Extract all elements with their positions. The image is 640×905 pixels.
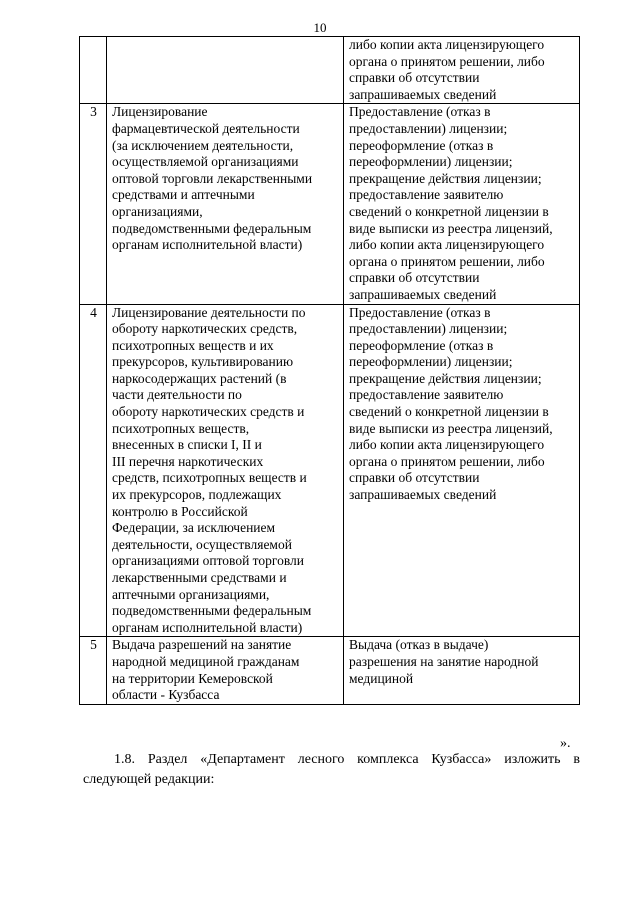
activity-name-line: организациями оптовой торговли [112,553,305,569]
table-row [80,637,580,704]
paragraph-1-8 [83,750,580,790]
service-action-line: переоформлении) лицензии; [349,154,513,170]
row-number: 4 [80,304,107,637]
service-action-line: органа о принятом решении, либо [349,453,545,469]
service-action-line: сведений о конкретной лицензии в [349,404,549,420]
activity-name-cell [107,104,344,304]
activity-name-line: прекурсоров, культивированию [112,354,294,370]
paragraph-word: в [573,752,580,767]
table-row [80,104,580,304]
activity-name-line: психотропных веществ и их [112,337,274,353]
activity-name-line: подведомственными федеральным [112,603,312,619]
activity-name-line: оптовой торговли лекарственными [112,170,313,186]
activity-name-line: аптечными организациями, [112,586,270,602]
service-action-line: виде выписки из реестра лицензий, [349,420,553,436]
service-action-line: справки об отсутствии [349,70,480,86]
service-action-line: справки об отсутствии [349,270,480,286]
activity-name-line: контролю в Российской [112,503,248,519]
service-action-line: Предоставление (отказ в [349,304,491,320]
licensing-table [79,36,580,705]
activity-name-line: организациями, [112,203,203,219]
service-action-line: Предоставление (отказ в [349,104,491,120]
service-action-line: запрашиваемых сведений [349,86,497,102]
activity-name-line: деятельности, осуществляемой [112,536,292,552]
service-action-line: прекращение действия лицензии; [349,370,542,386]
service-action-line: сведений о конкретной лицензии в [349,203,549,219]
activity-name-line: (за исключением деятельности, [112,137,294,153]
activity-name-line: обороту наркотических средств, [112,321,298,337]
service-action-line: предоставлении) лицензии; [349,321,508,337]
service-action-line: предоставление заявителю [349,387,504,403]
service-action-line: либо копии акта лицензирующего [349,237,545,253]
page-number: 10 [313,20,327,35]
service-action-line: переоформление (отказ в [349,337,494,353]
activity-name-line: области - Кузбасса [112,687,220,703]
service-action-line: разрешения на занятие народной [349,653,539,669]
activity-name-cell [107,304,344,637]
activity-name-line: лекарственными средствами и [112,570,287,585]
service-action-line: либо копии акта лицензирующего [349,37,545,52]
activity-name-line: органам исполнительной власти) [112,619,303,635]
paragraph-continuation: следующей редакции: [83,772,215,787]
activity-name-line: части деятельности по [112,387,242,403]
service-action-cell [344,304,580,637]
activity-name-line: внесенных в списки I, II и [112,437,262,453]
row-number: 3 [80,104,107,304]
activity-name-line: подведомственными федеральным [112,220,312,236]
service-action-line: предоставление заявителю [349,187,504,203]
row-number: 5 [80,637,107,704]
service-action-line: медициной [349,670,414,686]
paragraph-word: комплекса [357,752,419,767]
paragraph-word: изложить [504,752,561,767]
service-action-line: переоформлении) лицензии; [349,354,513,370]
paragraph-first-line [83,750,580,770]
service-action-line: прекращение действия лицензии; [349,170,542,186]
service-action-line: Выдача (отказ в выдаче) [349,637,489,653]
activity-name-line: психотропных веществ, [112,420,250,436]
closing-quote: ». [560,736,571,751]
service-action-line: предоставлении) лицензии; [349,120,508,136]
activity-name-line: III перечня наркотических [112,453,264,469]
activity-name-line: Лицензирование деятельности по [112,304,306,320]
activity-name-line: органам исполнительной власти) [112,237,303,253]
activity-name-line: средствами и аптечными [112,187,255,203]
service-action-line: запрашиваемых сведений [349,487,497,503]
activity-name-line: Федерации, за исключением [112,520,276,536]
activity-name-line: фармацевтической деятельности [112,120,300,136]
paragraph-word: Кузбасса» [431,752,492,767]
service-action-line: органа о принятом решении, либо [349,53,545,69]
service-action-line: справки об отсутствии [349,470,480,486]
activity-name-line: осуществляемой организациями [112,154,299,170]
activity-name-line: народной медициной гражданам [112,653,300,669]
service-action-line: переоформление (отказ в [349,137,494,153]
service-action-line: органа о принятом решении, либо [349,253,545,269]
service-action-cell [344,37,580,104]
service-action-line: запрашиваемых сведений [349,286,497,302]
table-row [80,304,580,637]
paragraph-word: лесного [297,752,345,767]
activity-name-line: Выдача разрешений на занятие [112,637,292,653]
paragraph-word: 1.8. [114,752,135,767]
service-action-cell [344,104,580,304]
activity-name-cell [107,637,344,704]
activity-name-line: на территории Кемеровской [112,670,273,686]
activity-name-line: средств, психотропных веществ и [112,470,307,486]
paragraph-word: Раздел [147,752,188,767]
activity-name-line: Лицензирование [112,104,208,120]
paragraph-word: «Департамент [200,752,285,767]
activity-name-line: обороту наркотических средств и [112,404,305,420]
activity-name-line: наркосодержащих растений (в [112,370,287,386]
service-action-line: виде выписки из реестра лицензий, [349,220,553,236]
service-action-cell [344,637,580,704]
table-row [80,37,580,104]
row-number [80,37,107,104]
activity-name-line: их прекурсоров, подлежащих [112,487,282,503]
service-action-line: либо копии акта лицензирующего [349,437,545,453]
activity-name-cell [107,37,344,104]
